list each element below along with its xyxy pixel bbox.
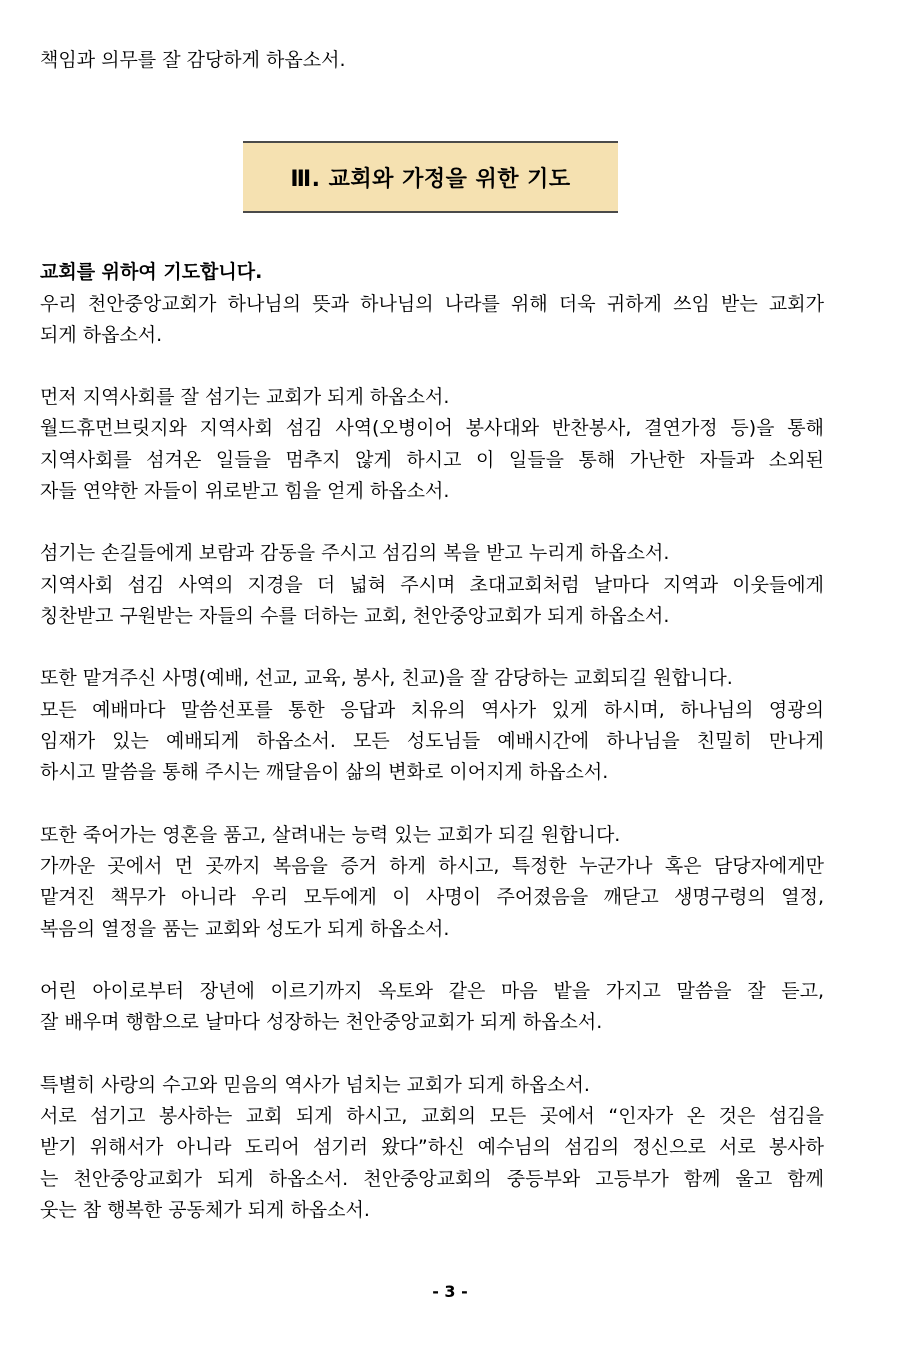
paragraph-line: 받기 위해서가 아니라 도리어 섬기러 왔다”하신 예수님의 섬김의 정신으로 서로 봉사하: [40, 1136, 824, 1158]
paragraph-line: 하시고 말씀을 통해 주시는 깨달음이 삶의 변화로 이어지게 하옵소서.: [40, 761, 609, 783]
paragraph-line: 우리 천안중앙교회가 하나님의 뜻과 하나님의 나라를 위해 더욱 귀하게 쓰임 받는 교회가: [40, 293, 824, 315]
page-number: - 3 -: [432, 1282, 468, 1301]
paragraph-line: 칭찬받고 구원받는 자들의 수를 더하는 교회, 천안중앙교회가 되게 하옵소서.: [40, 605, 670, 627]
paragraph-line: 는 천안중앙교회가 되게 하옵소서. 천안중앙교회의 중등부와 고등부가 함께 울고 함께: [40, 1168, 824, 1190]
paragraph-line: 어린 아이로부터 장년에 이르기까지 옥토와 같은 마음 밭을 가지고 말씀을 잘 듣고,: [40, 980, 824, 1002]
paragraph-line: 지역사회를 섬겨온 일들을 멈추지 않게 하시고 이 일들을 통해 가난한 자들과 소외된: [40, 449, 824, 471]
paragraph-line: 또한 죽어가는 영혼을 품고, 살려내는 능력 있는 교회가 되길 원합니다.: [40, 824, 621, 846]
paragraph-line: 특별히 사랑의 수고와 믿음의 역사가 넘치는 교회가 되게 하옵소서.: [40, 1074, 590, 1096]
paragraph-line: 임재가 있는 예배되게 하옵소서. 모든 성도님들 예배시간에 하나님을 친밀히 만나게: [40, 730, 824, 752]
paragraph-line: 섬기는 손길들에게 보람과 감동을 주시고 섬김의 복을 받고 누리게 하옵소서.: [40, 542, 670, 564]
paragraph-line: 또한 맡겨주신 사명(예배, 선교, 교육, 봉사, 친교)을 잘 감당하는 교회되길 원합니다.: [40, 667, 733, 689]
continuation-line: 책임과 의무를 잘 감당하게 하옵소서.: [40, 49, 346, 71]
paragraph-line: 월드휴먼브릿지와 지역사회 섬김 사역(오병이어 봉사대와 반찬봉사, 결연가정 등)을 통해: [40, 417, 824, 439]
section-title: Ⅲ. 교회와 가정을 위한 기도: [290, 166, 571, 192]
paragraph-line: 맡겨진 책무가 아니라 우리 모두에게 이 사명이 주어졌음을 깨닫고 생명구령의 열정,: [40, 886, 824, 908]
paragraph-line: 지역사회 섬김 사역의 지경을 더 넓혀 주시며 초대교회처럼 날마다 지역과 이웃들에게: [40, 574, 824, 596]
paragraph-line: 복음의 열정을 품는 교회와 성도가 되게 하옵소서.: [40, 918, 450, 940]
paragraph-line: 가까운 곳에서 먼 곳까지 복음을 증거 하게 하시고, 특정한 누군가나 혹은 담당자에게만: [40, 855, 824, 877]
paragraph-line: 먼저 지역사회를 잘 섬기는 교회가 되게 하옵소서.: [40, 386, 450, 408]
paragraph-line: 되게 하옵소서.: [40, 324, 163, 346]
section-header-box: [243, 141, 618, 213]
paragraph-line: 자들 연약한 자들이 위로받고 힘을 얻게 하옵소서.: [40, 480, 450, 502]
prayer-heading: 교회를 위하여 기도합니다.: [40, 261, 263, 283]
paragraph-line: 잘 배우며 행함으로 날마다 성장하는 천안중앙교회가 되게 하옵소서.: [40, 1011, 603, 1033]
paragraph-line: 웃는 참 행복한 공동체가 되게 하옵소서.: [40, 1199, 370, 1221]
paragraph-line: 모든 예배마다 말씀선포를 통한 응답과 치유의 역사가 있게 하시며, 하나님의 영광의: [40, 699, 824, 721]
paragraph-line: 서로 섬기고 봉사하는 교회 되게 하시고, 교회의 모든 곳에서 “인자가 온 것은 섬김을: [40, 1105, 824, 1127]
